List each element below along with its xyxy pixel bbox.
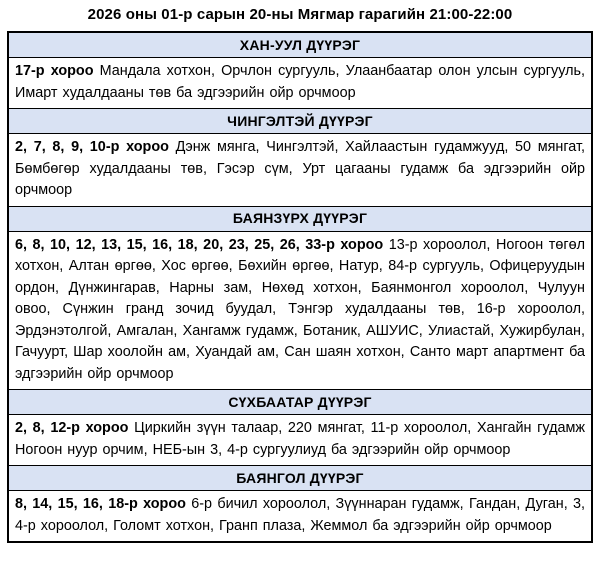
page-title: 2026 оны 01-р сарын 20-ны Мягмар гарагийн 21:00-22:00 bbox=[87, 6, 513, 23]
district-section bbox=[8, 466, 592, 543]
district-header-row bbox=[8, 390, 592, 415]
district-section bbox=[8, 206, 592, 390]
district-content-cell bbox=[8, 415, 592, 466]
khoroo-list: 2, 8, 12-р хороо bbox=[15, 420, 129, 436]
district-content-row bbox=[8, 491, 592, 543]
khoroo-list: 2, 7, 8, 9, 10-р хороо bbox=[15, 139, 169, 155]
district-name: БАЯНГОЛ ДҮҮРЭГ bbox=[236, 469, 364, 486]
district-content-row bbox=[8, 58, 592, 109]
district-name: СҮХБААТАР ДҮҮРЭГ bbox=[228, 393, 372, 410]
district-section bbox=[8, 32, 592, 109]
area-list: 6-р бичил хороолол, Зүүннаран гудамж, Гандан, Дуган, 3, 4-р хороолол, Голомт хотхон, Гранп плаза, Жеммол ба эдгээрийн ойр орчмоор bbox=[15, 496, 585, 534]
area-list: Циркийн зүүн талаар, 220 мянгат, 11-р хороолол, Хангайн гудамж Ногоон нуур орчим, НЕБ-ын 3, 4-р сургуулиуд ба эдгээрийн ойр орчмоор bbox=[15, 420, 585, 458]
district-content-row bbox=[8, 415, 592, 466]
district-header-cell bbox=[8, 109, 592, 134]
district-content-cell bbox=[8, 58, 592, 109]
district-name: ХАН-УУЛ ДҮҮРЭГ bbox=[239, 36, 361, 53]
district-section bbox=[8, 109, 592, 207]
khoroo-list: 8, 14, 15, 16, 18-р хороо bbox=[15, 496, 186, 512]
district-content-cell bbox=[8, 491, 592, 543]
outage-schedule-table bbox=[7, 31, 593, 543]
district-header-row bbox=[8, 466, 592, 491]
district-name: БАЯНЗҮРХ ДҮҮРЭГ bbox=[232, 210, 368, 226]
district-header-row bbox=[8, 109, 592, 134]
area-list: Мандала хотхон, Орчлон сургууль, Улаанбаатар олон улсын сургууль, Имарт худалдааны төв ба эдгээрийн ойр орчмоор bbox=[15, 63, 585, 101]
district-header-row bbox=[8, 32, 592, 58]
district-header-cell bbox=[8, 466, 592, 491]
area-list: 13-р хороолол, Ногоон төгөл хотхон, Алтан өргөө, Хос өргөө, Бөхийн өргөө, Натур, 84-р сургууль, Офицеруудын ордон, Дүнжингарав, Нарны зам, Нөхөд хотхон, Баянмонгол хороолол, Чулуун овоо, Сүнжин гранд зочид буудал, Тэнгэр худалдааны төв, 16-р хороолол, Эрдэнэтолгой, Амгалан, Хангамж гудамж, Ботаник, АШУИС, Улиастай, Хужирбулан, Гачуурт, Шар хоолойн ам, Хуандай ам, Сан шаян хотхон, Санто март апартмент ба эдгээрийн ойр орчмоор bbox=[15, 236, 585, 382]
district-header-cell bbox=[8, 206, 592, 231]
district-content-cell bbox=[8, 231, 592, 390]
khoroo-list: 17-р хороо bbox=[15, 63, 94, 79]
district-content-cell bbox=[8, 134, 592, 207]
khoroo-list: 6, 8, 10, 12, 13, 15, 16, 18, 20, 23, 25, 26, 33-р хороо bbox=[15, 236, 384, 253]
district-section bbox=[8, 390, 592, 466]
district-content-row bbox=[8, 134, 592, 207]
area-list: Дэнж мянга, Чингэлтэй, Хайлаастын гудамжууд, 50 мянгат, Бөмбөгөр худалдааны төв, Гэсэр сүм, Урт цагааны гудамж ба эдгээрийн ойр орчмоор bbox=[15, 139, 585, 198]
district-name: ЧИНГЭЛТЭЙ ДҮҮРЭГ bbox=[227, 112, 373, 129]
district-header-row bbox=[8, 206, 592, 231]
district-content-row bbox=[8, 231, 592, 390]
district-header-cell bbox=[8, 390, 592, 415]
district-header-cell bbox=[8, 32, 592, 58]
